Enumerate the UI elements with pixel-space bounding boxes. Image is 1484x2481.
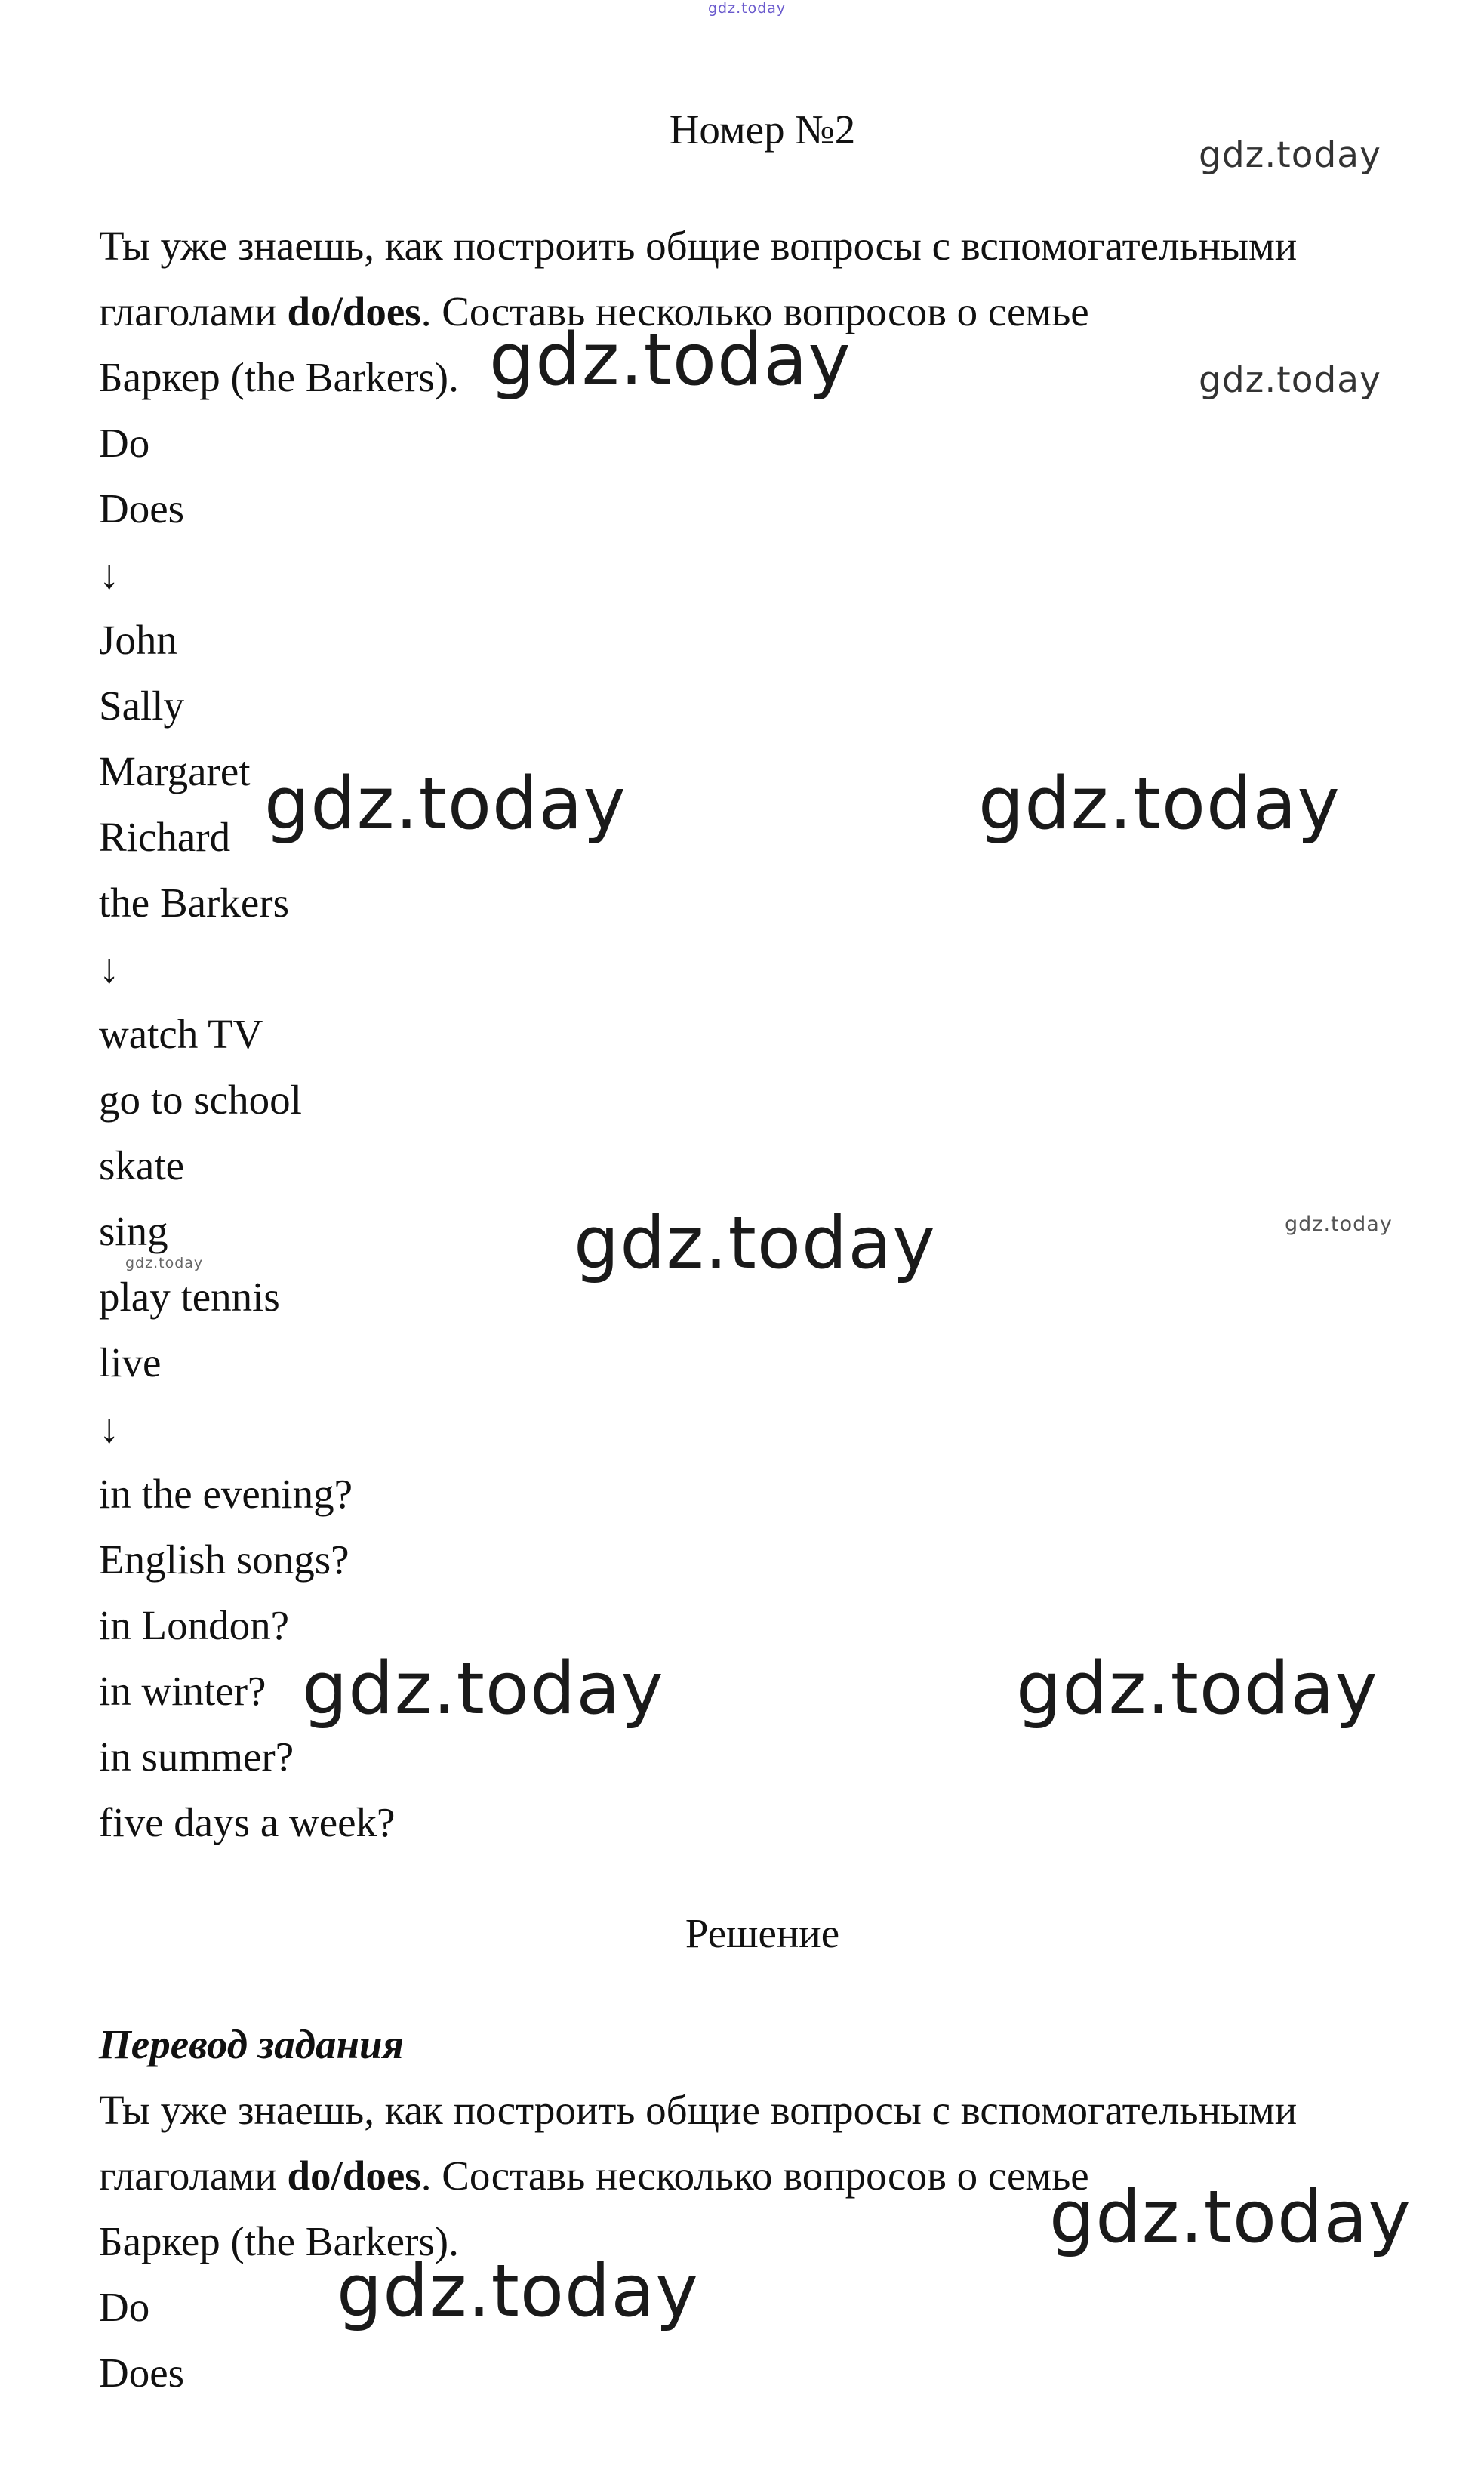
watermark-huge-6: gdz.today <box>1016 1647 1378 1731</box>
watermark-huge-1: gdz.today <box>489 319 851 402</box>
task-line-1: Ты уже знаешь, как построить общие вопросы с вспомогательными <box>99 223 1298 269</box>
ending-item: in the evening? <box>99 1471 353 1517</box>
subject-item: the Barkers <box>99 880 289 926</box>
solution-aux-does: Does <box>99 2350 185 2396</box>
task-line-3: Баркер (the Barkers). <box>99 354 459 400</box>
solution-line-2-bold: do/does <box>287 2153 421 2199</box>
ending-item: in winter? <box>99 1668 266 1714</box>
verb-item: live <box>99 1339 162 1385</box>
solution-line-2-suffix: . Составь несколько вопросов о семье <box>420 2153 1089 2199</box>
aux-does: Does <box>99 485 185 532</box>
solution-line-1: Ты уже знаешь, как построить общие вопросы с вспомогательными <box>99 2087 1298 2133</box>
watermark-huge-8: gdz.today <box>337 2250 699 2333</box>
watermark-top-tiny: gdz.today <box>708 0 787 17</box>
ending-item: five days a week? <box>99 1799 396 1845</box>
verb-item: watch TV <box>99 1011 263 1057</box>
watermark-huge-5: gdz.today <box>302 1647 664 1731</box>
aux-do: Do <box>99 420 150 466</box>
solution-line-2-prefix: глаголами <box>99 2153 288 2199</box>
ending-item: English songs? <box>99 1536 349 1583</box>
arrow-down-1: ↓ <box>99 551 120 597</box>
watermark-huge-7: gdz.today <box>1049 2176 1412 2259</box>
watermark-small-right: gdz.today <box>1285 1213 1393 1236</box>
task-line-2-prefix: глаголами <box>99 288 288 334</box>
verb-item: go to school <box>99 1077 302 1123</box>
task-line-2 <box>99 288 1089 334</box>
watermark-right-2: gdz.today <box>1199 359 1381 401</box>
task-line-2-suffix: . Составь несколько вопросов о семье <box>420 288 1089 334</box>
ending-item: in London? <box>99 1602 290 1648</box>
subject-item: Richard <box>99 814 231 860</box>
subject-item: Sally <box>99 683 185 729</box>
subject-item: Margaret <box>99 748 251 794</box>
subject-item: John <box>99 617 177 663</box>
translation-heading: Перевод задания <box>99 2021 404 2067</box>
arrow-down-3: ↓ <box>99 1405 120 1451</box>
solution-line-2 <box>99 2153 1089 2199</box>
watermark-huge-3: gdz.today <box>978 763 1341 846</box>
watermark-tiny-left: gdz.today <box>125 1255 204 1271</box>
watermark-huge-2: gdz.today <box>264 763 627 846</box>
arrow-down-2: ↓ <box>99 945 120 991</box>
solution-line-3: Баркер (the Barkers). <box>99 2218 459 2264</box>
verb-item: play tennis <box>99 1274 280 1320</box>
verb-item: skate <box>99 1142 185 1188</box>
ending-item: in summer? <box>99 1734 294 1780</box>
page-title: Номер №2 <box>669 106 856 153</box>
solution-heading: Решение <box>685 1910 840 1956</box>
watermark-huge-4: gdz.today <box>574 1202 936 1285</box>
verb-item: sing <box>99 1208 168 1254</box>
solution-aux-do: Do <box>99 2284 150 2330</box>
watermark-top-right: gdz.today <box>1199 134 1381 176</box>
task-line-2-bold: do/does <box>287 288 421 334</box>
